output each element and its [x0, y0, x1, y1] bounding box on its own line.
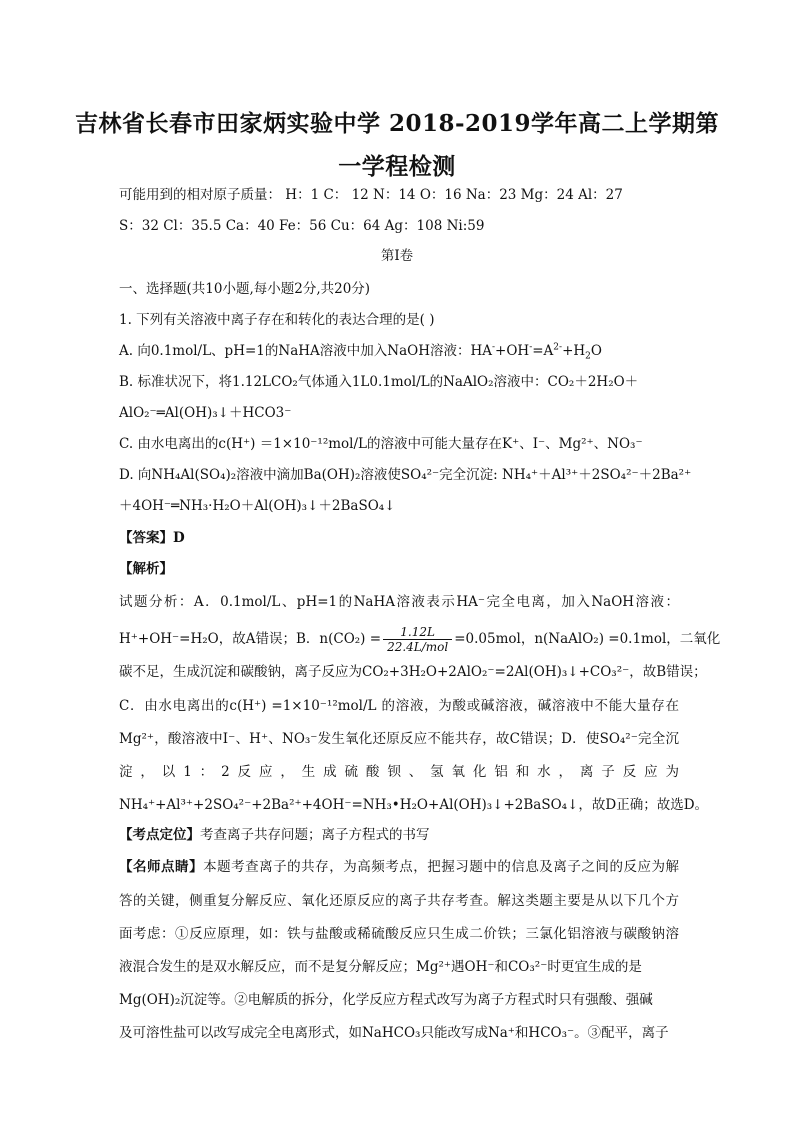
- question-stem: 1. 下列有关溶液中离子存在和转化的表达合理的是( ): [119, 312, 435, 328]
- fraction: $\frac{1.12L}{\text{22.4L/mol}}$: [383, 625, 452, 654]
- teacher-comment-line2: 答的关键，侧重复分解反应、氧化还原反应的离子共存考查。解这类题主要是从以下几个方: [119, 893, 679, 909]
- option-a: A. 向0.1mol/L、pH=1的NaHA溶液中加入NaOH溶液：$HA^-+OH^-=A^{2-}+H_2O$: [119, 342, 602, 362]
- analysis-line2: H⁺+OH⁻=H₂O，故A错误；B．n(CO₂) = $\frac{1.12L}{\text{22.4L/mol}}$ =0.05mol，n(NaAlO₂) =0.1mol，二氧化: [119, 625, 721, 654]
- answer-label: 【答案】D: [119, 530, 185, 546]
- analysis-line4: C．由水电离出的c(H⁺) =1×10⁻¹²mol/L 的溶液，为酸或碱溶液，碱溶液中不能大量存在: [119, 698, 679, 714]
- document-title-line1: 吉林省长春市田家炳实验中学 2018-2019学年高二上学期第: [74, 110, 720, 137]
- atomic-masses-line2: S：32 Cl：35.5 Ca：40 Fe：56 Cu：64 Ag：108 Ni:59: [119, 218, 485, 234]
- analysis-line7: NH₄⁺+Al³⁺+2SO₄²⁻+2Ba²⁺+4OH⁻=NH₃•H₂O+Al(OH)₃↓+2BaSO₄↓，故D正确；故选D。: [119, 797, 709, 813]
- option-b-line2: AlO₂⁻═Al(OH)₃↓＋HCO3⁻: [119, 405, 292, 421]
- teacher-comment-line1: 【名师点睛】本题考查离子的共存，为高频考点，把握习题中的信息及离子之间的反应为解: [119, 859, 680, 875]
- atomic-masses-line1: 可能用到的相对原子质量： H：1 C： 12 N：14 O：16 Na：23 Mg：24 Al：27: [119, 187, 623, 203]
- analysis-line6: 淀，以1：2反应，生成硫酸钡、氢氧化铝和水，离子反应为: [119, 764, 679, 780]
- volume-label: 第I卷: [380, 248, 414, 264]
- analysis-line1: 试题分析：A．0.1mol/L、pH=1的NaHA溶液表示HA⁻完全电离，加入NaOH溶液：: [119, 594, 679, 610]
- teacher-comment-line6: 及可溶性盐可以改写成完全电离形式，如NaHCO₃只能改写成Na⁺和HCO₃⁻。③配平，离子: [119, 1025, 669, 1041]
- section-heading: 一、选择题(共10小题,每小题2分,共20分): [119, 281, 371, 297]
- option-d-line1: D. 向NH₄Al(SO₄)₂溶液中滴加Ba(OH)₂溶液使SO₄²⁻完全沉淀: NH₄⁺＋Al³⁺＋2SO₄²⁻＋2Ba²⁺: [119, 467, 692, 483]
- exam-point: 【考点定位】考查离子共存问题；离子方程式的书写: [119, 827, 430, 843]
- option-c: C. 由水电离出的c(H⁺) ＝1×10⁻¹²mol/L的溶液中可能大量存在K⁺、I⁻、Mg²⁺、NO₃⁻: [119, 436, 643, 452]
- teacher-comment-line4: 液混合发生的是双水解反应，而不是复分解反应；Mg²⁺遇OH⁻和CO₃²⁻时更宜生成的是: [119, 959, 642, 975]
- analysis-line3: 碳不足，生成沉淀和碳酸钠，离子反应为CO₂+3H₂O+2AlO₂⁻=2Al(OH)₃↓+CO₃²⁻，故B错误；: [119, 664, 707, 680]
- option-b-line1: B. 标准状况下，将1.12LCO₂气体通入1L0.1mol/L的NaAlO₂溶液中：CO₂＋2H₂O＋: [119, 374, 639, 390]
- analysis-line5: Mg²⁺，酸溶液中I⁻、H⁺、NO₃⁻发生氧化还原反应不能共存，故C错误；D．使SO₄²⁻完全沉: [119, 731, 679, 747]
- analysis-heading: 【解析】: [119, 561, 173, 577]
- teacher-comment-line3: 面考虑：①反应原理，如：铁与盐酸或稀硫酸反应只生成二价铁；三氯化铝溶液与碳酸钠溶: [119, 926, 679, 942]
- document-title-line2: 一学程检测: [338, 153, 456, 180]
- teacher-comment-line5: Mg(OH)₂沉淀等。②电解质的拆分，化学反应方程式改写为离子方程式时只有强酸、强碱: [119, 992, 653, 1008]
- option-d-line2: ＋4OH⁻═NH₃·H₂O＋Al(OH)₃↓＋2BaSO₄↓: [119, 498, 396, 514]
